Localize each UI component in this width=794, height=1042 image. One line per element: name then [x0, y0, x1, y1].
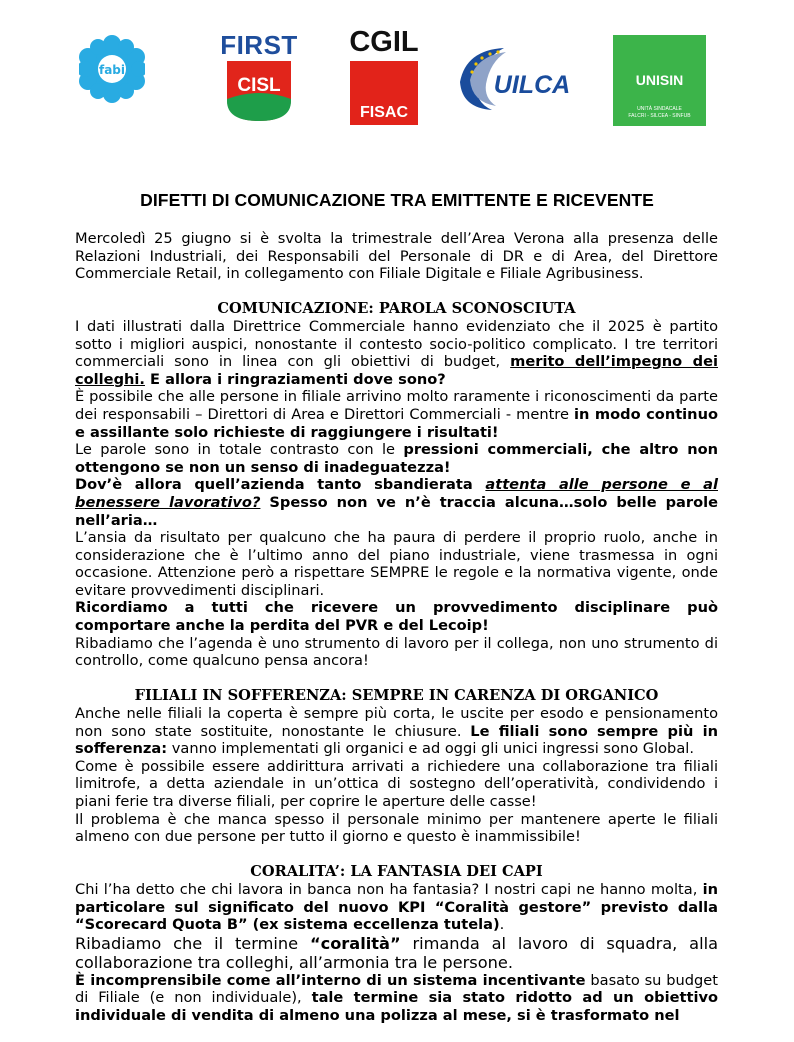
section-heading-comunicazione: COMUNICAZIONE: PAROLA SCONOSCIUTA: [217, 300, 576, 318]
unisin-text: UNISIN: [635, 72, 684, 88]
uilca-logo: [456, 44, 574, 114]
paragraph: Chi l’ha detto che chi lavora in banca non ha fantasia? I nostri capi ne hanno molta, in particolare sul significato del nuovo KPI “Coralità gestore” previsto dalla “Scorecard Quota B” (ex sistema eccellenza tutela).: [75, 880, 718, 934]
emphasis-text: Le filiali sono sempre più in sofferenza:: [75, 722, 718, 758]
cisl-text: CISL: [237, 75, 281, 96]
section-heading-filiali: FILIALI IN SOFFERENZA: SEMPRE IN CARENZA DI ORGANICO: [134, 687, 659, 705]
unisin-logo: [613, 35, 706, 126]
paragraph: Come è possibile essere addirittura arrivati a richiedere una collaborazione tra filiali limitrofe, a detta aziendale in un’ottica di sostegno dell’operatività, condividendo i piani ferie tra diverse filiali, per coprire le aperture delle casse!: [75, 757, 718, 810]
uilca-text: UILCA: [493, 71, 571, 99]
paragraph: I dati illustrati dalla Direttrice Commerciale hanno evidenziato che il 2025 è partito sotto i migliori auspici, nonostante il contesto socio-politico complicato. I tre territori commerciali sono in linea con gli obiettivi di budget, merito dell’impegno dei colleghi. E allora i ringraziamenti dove sono?: [75, 317, 719, 388]
first-text: FIRST: [220, 30, 298, 60]
paragraph: Ribadiamo che l’agenda è uno strumento di lavoro per il collega, non uno strumento di controllo, come qualcuno pensa ancora!: [75, 634, 718, 670]
unisin-subtitle-1: UNITÀ SINDACALE: [637, 106, 682, 112]
paragraph-bold: Ricordiamo a tutti che ricevere un provvedimento disciplinare può comportare anche la perdita del PVR e del Lecoip!: [75, 599, 718, 635]
document-body: [75, 230, 718, 1025]
emphasis-text: tale termine sia stato ridotto ad un obiettivo individuale di vendita di almeno una polizza al mese, si è trasformato nel: [75, 989, 718, 1024]
document-title: DIFETTI DI COMUNICAZIONE TRA EMITTENTE E RICEVENTE: [140, 190, 654, 210]
emphasis-text: merito dell’impegno dei colleghi.: [75, 353, 719, 388]
fabi-logo: [79, 33, 145, 105]
uilca-swoosh-icon: [456, 44, 574, 114]
first-cisl-logo: [216, 30, 302, 126]
paragraph: Le parole sono in totale contrasto con le pressioni commerciali, che altro non ottengono se non un senso di inadeguatezza!: [75, 441, 719, 476]
fabi-text: fabi: [98, 63, 126, 77]
paragraph: Anche nelle filiali la coperta è sempre più corta, le uscite per esodo e pensionamento non sono state sostituite, nonostante le chiusure. Le filiali sono sempre più in sofferenza: vanno implementati gli organici e ad oggi gli unici ingressi sono Global.: [75, 705, 718, 758]
emphasis-text: attenta alle persone e al benessere lavorativo?: [75, 476, 718, 511]
paragraph: Ribadiamo che il termine “coralità” rimanda al lavoro di squadra, alla collaborazione tra colleghi, all’armonia tra le persone.: [75, 933, 718, 972]
section-heading-coralita: CORALITA’: LA FANTASIA DEI CAPI: [250, 863, 543, 881]
emphasis-text: in particolare sul significato del nuovo KPI “Coralità gestore” previsto dalla “Scorecard Quota B” (ex sistema eccellenza tutela): [75, 880, 718, 934]
cgil-text: CGIL: [349, 26, 419, 58]
cgil-fisac-logo: [348, 28, 420, 126]
cisl-shield-icon: [225, 59, 293, 123]
intro-paragraph: Mercoledì 25 giugno si è svolta la trimestrale dell’Area Verona alla presenza delle Relazioni Industriali, dei Responsabili del Personale di DR e di Area, del Direttore Commerciale Retail, in collegamento con Filiale Digitale e Filiale Agribusiness.: [75, 230, 718, 283]
paragraph: È incomprensibile come all’interno di un sistema incentivante basato su budget di Filiale (e non individuale), tale termine sia stato ridotto ad un obiettivo individuale di vendita di almeno una polizza al mese, si è trasformato nel: [75, 971, 718, 1024]
paragraph: Il problema è che manca spesso il personale minimo per mantenere aperte le filiali almeno con due persone per tutto il giorno e questo è inammissibile!: [75, 810, 718, 846]
emphasis-text: in modo continuo e assillante solo richieste di raggiungere i risultati!: [75, 405, 718, 441]
paragraph: Dov’è allora quell’azienda tanto sbandierata attenta alle persone e al benessere lavorativo? Spesso non ve n’è traccia alcuna…solo belle parole nell’aria…: [75, 476, 719, 529]
paragraph: L’ansia da risultato per qualcuno che ha paura di perdere il proprio ruolo, anche in considerazione che è l’ultimo anno del piano industriale, viene trasmessa in ogni occasione. Attenzione però a rispettare SEMPRE le regole e la normativa vigente, onde evitare provvedimenti disciplinari.: [75, 529, 718, 599]
union-logos-bar: [0, 28, 794, 132]
unisin-subtitle-2: FALCRI - SILCEA - SINFUB: [628, 113, 691, 119]
fabi-flower-icon: [79, 33, 145, 105]
emphasis-text: pressioni commerciali, che altro non ottengono se non un senso di inadeguatezza!: [75, 441, 719, 476]
fisac-text: FISAC: [360, 104, 408, 121]
emphasis-text: “coralità”: [309, 933, 401, 953]
paragraph: È possibile che alle persone in filiale arrivino molto raramente i riconoscimenti da parte dei responsabili – Direttori di Area e Direttori Commerciali - mentre in modo continuo e assillante solo richieste di raggiungere i risultati!: [75, 388, 718, 441]
